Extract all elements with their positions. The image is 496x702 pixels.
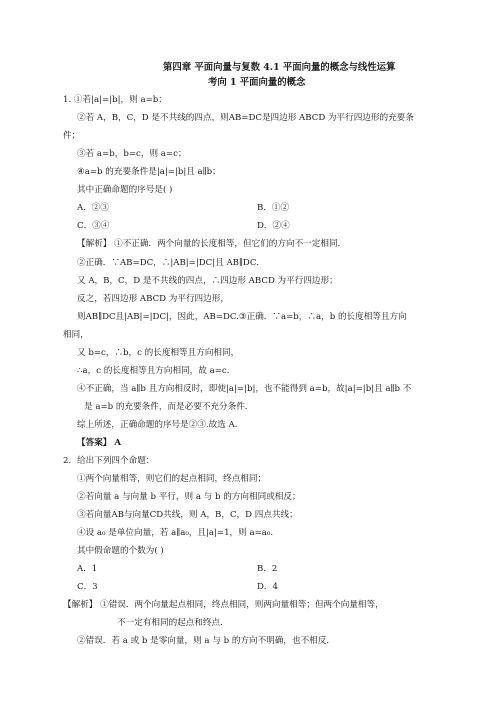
analysis-line: 相同，	[63, 330, 89, 340]
analysis-line: ∴a，c 的长度相等且方向相同，故 a=c.	[77, 366, 230, 376]
proposition-line: ③若向量AB与向量CD共线，则 A，B，C，D 四点共线；	[77, 510, 298, 520]
analysis-line: 又 b=c，∴b，c 的长度相等且方向相同，	[77, 348, 240, 358]
analysis-line: 是 a=b 的充要条件，而是必要不充分条件．	[84, 402, 254, 412]
option-a: A．1	[77, 564, 98, 574]
option-b: B．2	[257, 564, 278, 574]
analysis-line: 则AB∥DC且|AB|=|DC|，因此，AB=DC.③正确．∵a=b，∴a，b 的长度相等且方向	[77, 312, 407, 322]
analysis-line: 又 A，B，C，D 是不共线的四点，∴四边形 ABCD 为平行四边形；	[77, 276, 338, 286]
text-line: 其中假命题的个数为( )	[77, 546, 164, 556]
text-line: ②若 A，B，C，D 是不共线的四点，则AB=DC是四边形 ABCD 为平行四边形的充要条	[77, 113, 414, 123]
proposition-line: ②若向量 a 与向量 b 平行，则 a 与 b 的方向相同或相反；	[77, 492, 301, 502]
section-title: 考向 1 平面向量的概念	[208, 77, 306, 88]
analysis-line: 【解析】 ①不正确．两个向量的长度相等，但它们的方向不一定相同．	[77, 239, 347, 249]
option-c: C．③④	[77, 221, 110, 231]
chapter-title: 第四章 平面向量与复数 4.1 平面向量的概念与线性运算	[163, 62, 396, 73]
analysis-line: 不一定有相同的起点和终点．	[117, 618, 229, 628]
option-d: D．4	[257, 582, 278, 592]
analysis-line: 【解析】 ①错误．两个向量起点相同，终点相同，则两向量相等；但两个向量相等，	[63, 600, 384, 610]
text-line: 1. ①若|a|=|b|，则 a=b；	[63, 95, 167, 105]
proposition-line: ①两个向量相等，则它们的起点相同，终点相同；	[77, 474, 267, 484]
analysis-line: ②错误．若 a 或 b 是零向量，则 a 与 b 的方向不明确，也不相反．	[77, 636, 335, 646]
option-d: D．②④	[257, 221, 290, 231]
answer-line: 【答案】 A	[77, 438, 122, 448]
text-line: ③若 a=b，b=c，则 a=c；	[77, 149, 187, 159]
option-b: B．①②	[257, 203, 290, 213]
question-2: 2．给出下列四个命题：	[63, 456, 155, 466]
text-line: 其中正确命题的序号是( )	[77, 185, 173, 195]
analysis-line: ②正确．∵AB=DC，∴|AB|=|DC|且 AB∥DC．	[77, 258, 265, 268]
analysis-line: 反之，若四边形 ABCD 为平行四边形，	[77, 294, 229, 304]
proposition-line: ④设 a₀ 是单位向量，若 a∥a₀，且|a|=1，则 a=a₀.	[77, 528, 274, 538]
text-line: ④a=b 的充要条件是|a|=|b|且 a∥b；	[77, 167, 221, 177]
text-line: 件；	[63, 131, 81, 141]
option-c: C．3	[77, 582, 98, 592]
option-a: A．②③	[77, 203, 109, 213]
analysis-line: 综上所述，正确命题的序号是②③.故选 A.	[77, 420, 238, 430]
analysis-line: ④不正确，当 a∥b 且方向相反时，即使|a|=|b|，也不能得到 a=b，故|a|=|b|且 a∥b 不	[77, 384, 412, 394]
